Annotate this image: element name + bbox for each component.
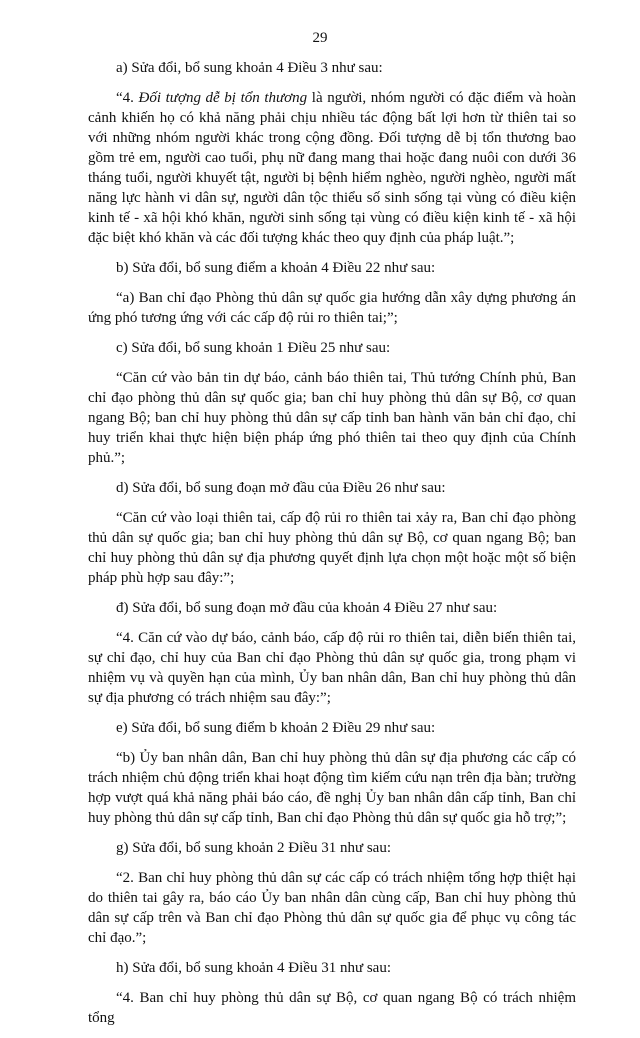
amendment-text-g: “2. Ban chỉ huy phòng thủ dân sự các cấp có trách nhiệm tổng hợp thiệt hại do thiên tai gây ra, báo cáo Ủy ban nhân dân cùng cấp, Ban chỉ huy phòng thủ dân sự cấp trên và Ban chỉ đạo Phòng thủ dân sự quốc gia để phục vụ công tác chỉ đạo.”; [88,870,576,946]
amendment-heading-c: c) Sửa đổi, bổ sung khoản 1 Điều 25 như sau: [116,340,391,356]
amendment-text-d: “Căn cứ vào loại thiên tai, cấp độ rủi ro thiên tai xảy ra, Ban chỉ đạo phòng thủ dân sự quốc gia; ban chỉ huy phòng thủ dân sự Bộ, cơ quan ngang Bộ; ban chỉ huy phòng thủ dân sự địa phương quyết định lựa chọn một hoặc một số biện pháp phù hợp sau đây:”; [88,510,576,586]
amendment-heading-e: e) Sửa đổi, bổ sung điểm b khoản 2 Điều 29 như sau: [116,720,436,736]
amendment-heading-g: g) Sửa đổi, bổ sung khoản 2 Điều 31 như sau: [116,840,391,856]
document-body [88,58,576,1038]
amendment-heading-dd: đ) Sửa đổi, bổ sung đoạn mở đầu của khoản 4 Điều 27 như sau: [116,600,498,616]
page-number: 29 [312,30,328,46]
amendment-text-h: “4. Ban chỉ huy phòng thủ dân sự Bộ, cơ quan ngang Bộ có trách nhiệm tổng [88,990,576,1026]
defined-term: Đối tượng dễ bị tổn thương [138,90,308,106]
amendment-heading-a: a) Sửa đổi, bổ sung khoản 4 Điều 3 như sau: [116,60,383,76]
amendment-heading-d: d) Sửa đổi, bổ sung đoạn mở đầu của Điều 26 như sau: [116,480,446,496]
amendment-text-b: “a) Ban chỉ đạo Phòng thủ dân sự quốc gia hướng dẫn xây dựng phương án ứng phó tương ứng với các cấp độ rủi ro thiên tai;”; [88,290,576,326]
amendment-heading-b: b) Sửa đổi, bổ sung điểm a khoản 4 Điều 22 như sau: [116,260,436,276]
amendment-text-dd: “4. Căn cứ vào dự báo, cảnh báo, cấp độ rủi ro thiên tai, diễn biến thiên tai, sự chỉ đạo, chỉ huy của Ban chỉ đạo Phòng thủ dân sự quốc gia, trong phạm vi nhiệm vụ và quyền hạn của mình, Ủy ban nhân dân, Ban chỉ huy phòng thủ dân sự địa phương có trách nhiệm sau đây:”; [88,630,576,706]
amendment-heading-h: h) Sửa đổi, bổ sung khoản 4 Điều 31 như sau: [116,960,391,976]
amendment-text-e: “b) Ủy ban nhân dân, Ban chỉ huy phòng thủ dân sự địa phương các cấp có trách nhiệm chủ động triển khai hoạt động tìm kiếm cứu nạn trên địa bàn; trường hợp vượt quá khả năng phải báo cáo, đề nghị Ủy ban nhân dân cấp tỉnh, Ban chỉ huy phòng thủ dân sự cấp tỉnh, Ban chỉ đạo Phòng thủ dân sự quốc gia hỗ trợ;”; [88,750,576,826]
amendment-text-c: “Căn cứ vào bản tin dự báo, cảnh báo thiên tai, Thủ tướng Chính phủ, Ban chỉ đạo phòng thủ dân sự quốc gia; ban chỉ huy phòng thủ dân sự Bộ, cơ quan ngang Bộ; ban chỉ huy phòng thủ dân sự cấp tỉnh ban hành văn bản chỉ đạo, chỉ huy triển khai thực hiện biện pháp ứng phó thiên tai theo quy định của Chính phủ.”; [88,370,576,466]
amendment-text-a: “4. Đối tượng dễ bị tổn thương là người, nhóm người có đặc điểm và hoàn cảnh khiến họ có khả năng phải chịu nhiều tác động bất lợi hơn từ thiên tai so với những nhóm người khác trong cộng đồng. Đối tượng dễ bị tổn thương bao gồm trẻ em, người cao tuổi, phụ nữ đang mang thai hoặc đang nuôi con dưới 36 tháng tuổi, người khuyết tật, người bị bệnh hiểm nghèo, người nghèo, người mất năng lực hành vi dân sự, người dân tộc thiểu số sinh sống tại vùng có điều kiện kinh tế - xã hội khó khăn, người sinh sống tại vùng có điều kiện kinh tế - xã hội đặc biệt khó khăn và các đối tượng khác theo quy định của pháp luật.”; [88,90,577,246]
